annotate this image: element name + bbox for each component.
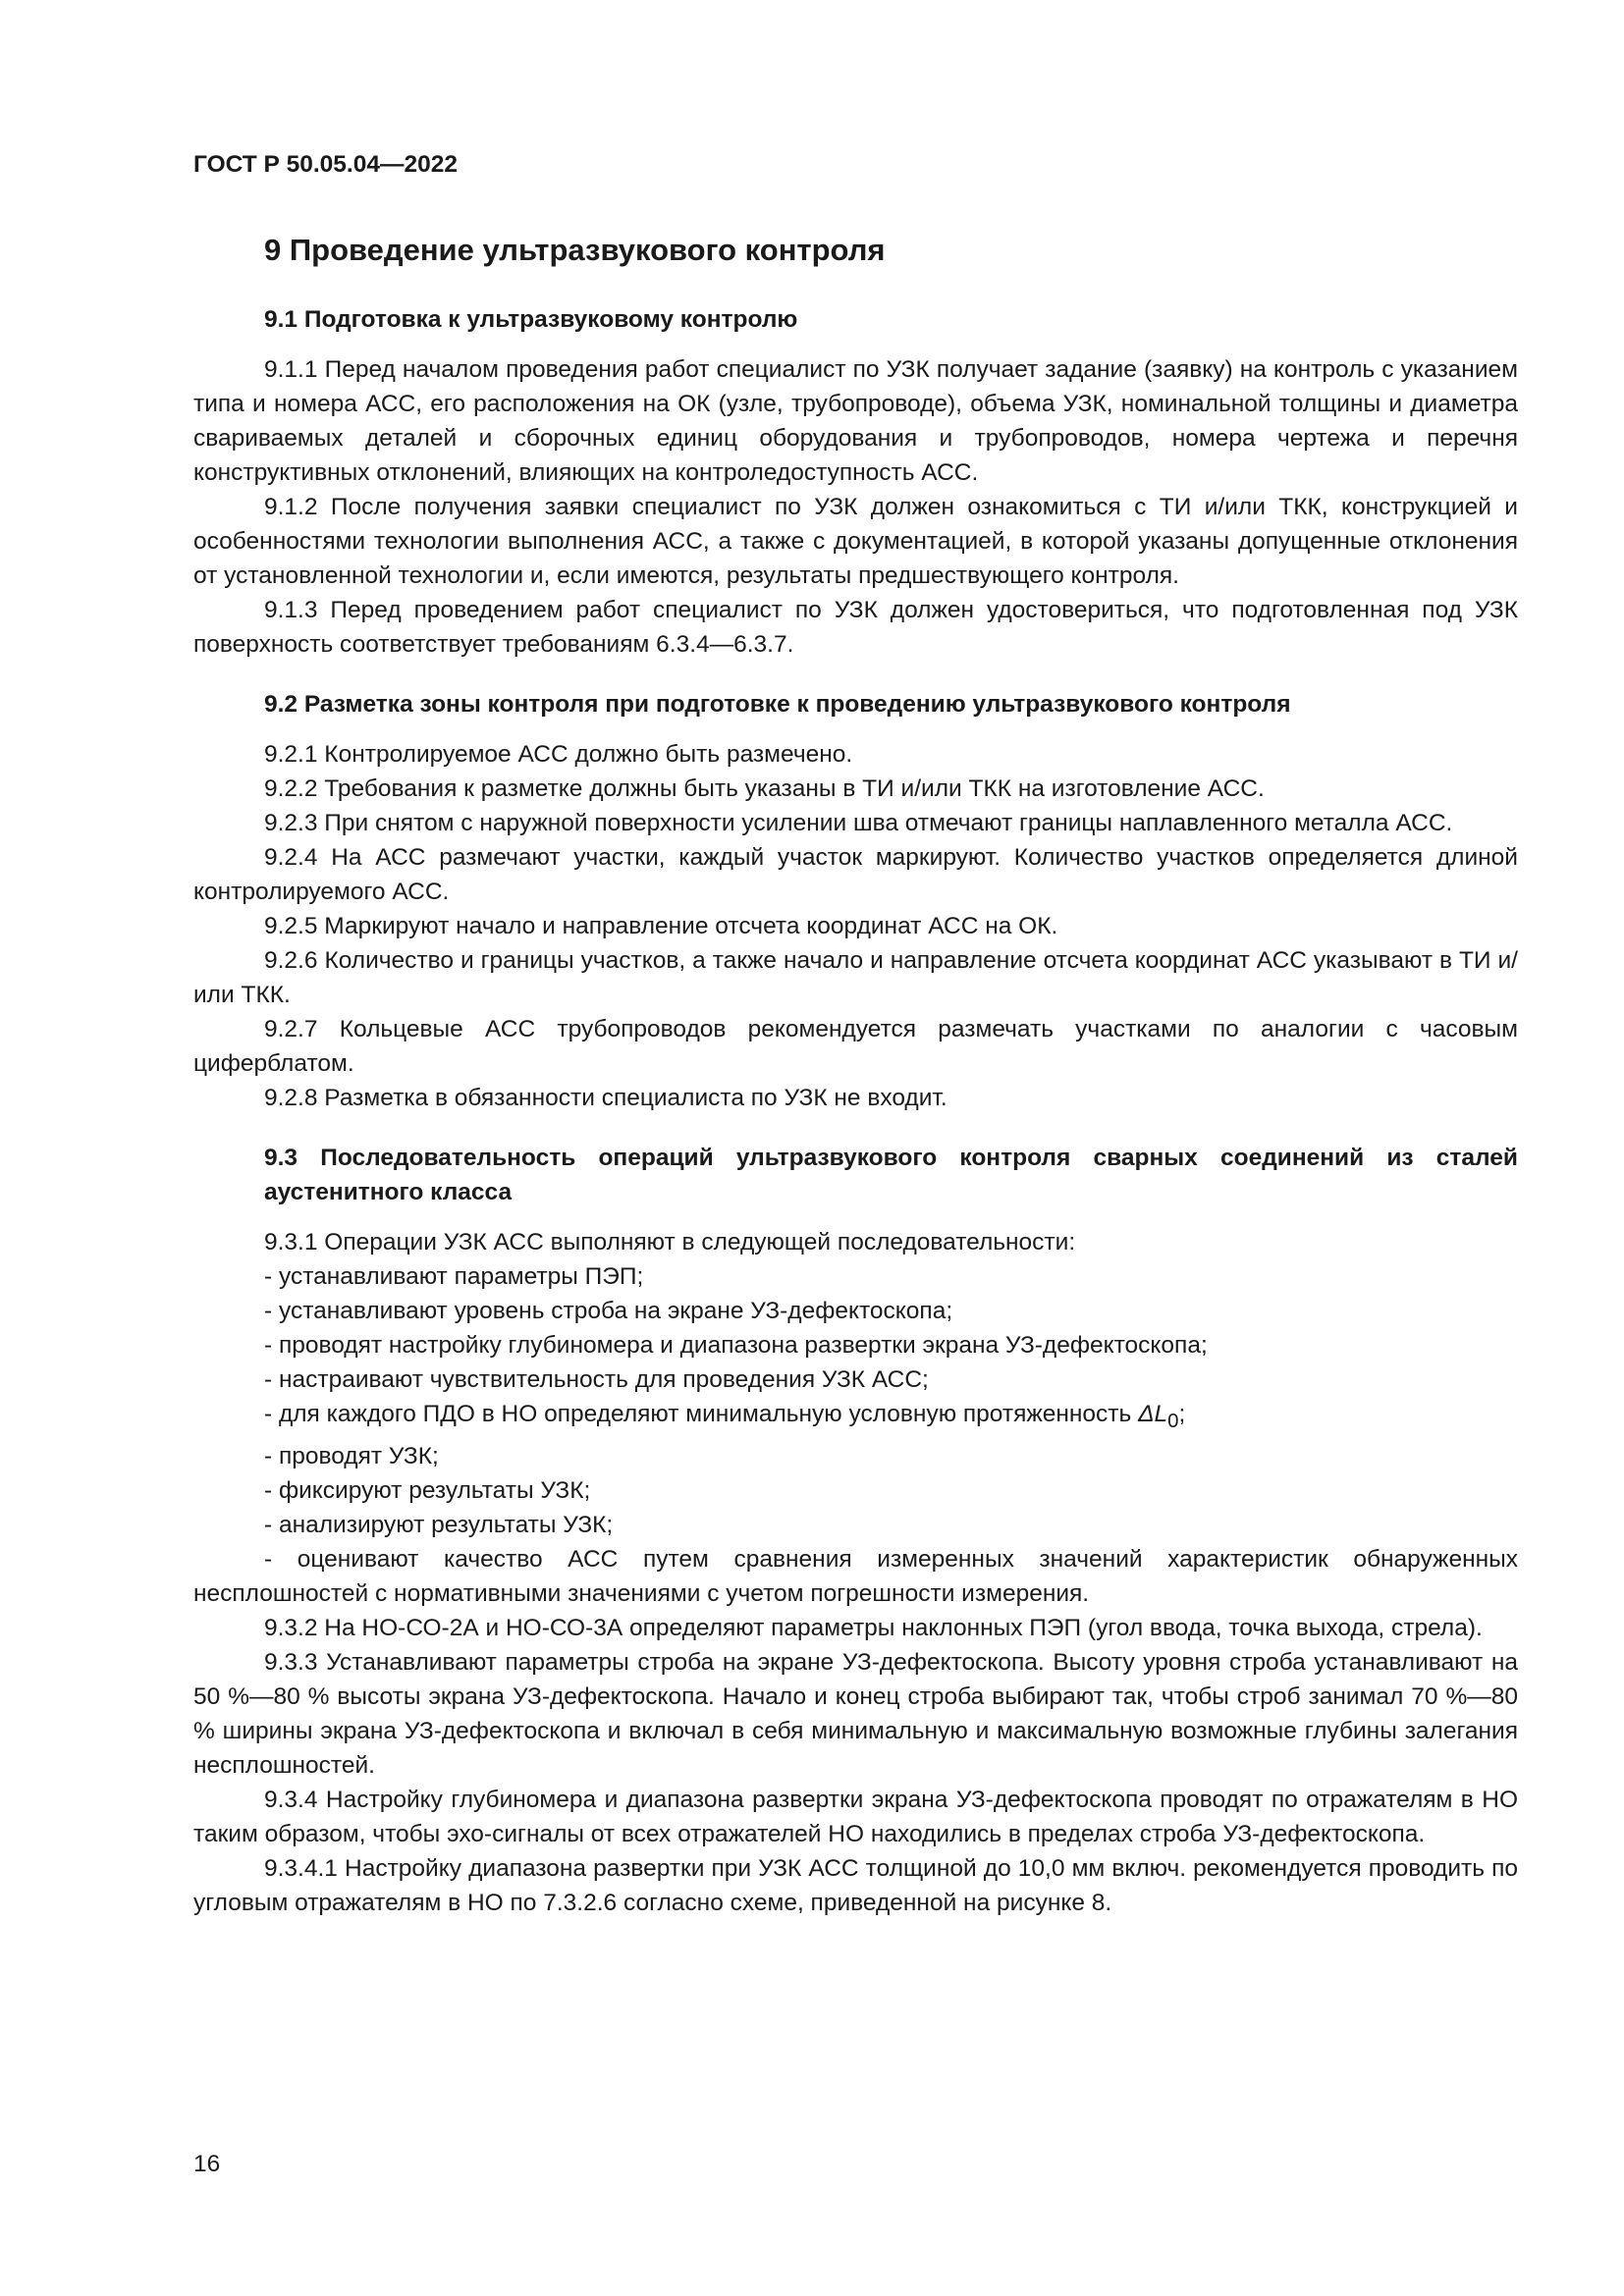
list-item: - устанавливают уровень строба на экране УЗ-дефектоскопа; [264,1298,953,1324]
list-item: - анализируют результаты УЗК; [264,1511,614,1538]
list-item: - проводят УЗК; [264,1442,439,1469]
paragraph-9-3-2: 9.3.2 На НО-СО-2А и НО-СО-3А определяют параметры наклонных ПЭП (угол ввода, точка выхода, стрела). [264,1614,1483,1641]
paragraph-9-2-5: 9.2.5 Маркируют начало и направление отсчета координат АСС на ОК. [264,913,1058,939]
paragraph-9-1-2: 9.1.2 После получения заявки специалист по УЗК должен ознакомиться с ТИ и/или ТКК, конструкцией и особенностями технологии выполнения АСС, а также с документацией, в которой указаны допущенные отклонения от установленной технологии и, если имеются, результаты предшествующего контроля. [193,494,1518,589]
list-item-end: ; [1178,1401,1186,1427]
paragraph-9-2-8: 9.2.8 Разметка в обязанности специалиста по УЗК не входит. [264,1085,947,1111]
list-item: - проводят настройку глубиномера и диапазона развертки экрана УЗ-дефектоскопа; [264,1332,1208,1359]
section-title: 9 Проведение ультразвукового контроля [264,233,886,267]
subsection-9-1-title: 9.1 Подготовка к ультразвуковому контролю [264,306,798,333]
paragraph-9-3-3: 9.3.3 Устанавливают параметры строба на экране УЗ-дефектоскопа. Высоту уровня строба устанавливают на 50 %—80 % высоты экрана УЗ-дефектоскопа. Начало и конец строба выбирают так, чтобы строб занимал 70 %—80 % ширины экрана УЗ-дефектоскопа и включал в себя минимальную и максимальную возможные глубины залегания несплошностей. [193,1648,1518,1779]
paragraph-9-2-7: 9.2.7 Кольцевые АСС трубопроводов рекомендуется размечать участками по аналогии с часовым циферблатом. [193,1016,1518,1077]
paragraph-9-2-6: 9.2.6 Количество и границы участков, а также начало и направление отсчета координат АСС указывают в ТИ и/или ТКК. [193,947,1518,1008]
paragraph-9-2-1: 9.2.1 Контролируемое АСС должно быть размечено. [264,741,853,768]
list-item: - настраивают чувствительность для проведения УЗК АСС; [264,1366,929,1393]
delta-l-symbol: ΔL [1138,1401,1168,1427]
subsection-9-3-title: 9.3 Последовательность операций ультразвукового контроля сварных соединений из сталей аустенитного класса [264,1145,1518,1205]
paragraph-9-2-3: 9.2.3 При снятом с наружной поверхности усилении шва отмечают границы наплавленного металла АСС. [264,810,1453,836]
delta-l-subscript: 0 [1167,1410,1179,1432]
list-item: - оценивают качество АСС путем сравнения измеренных значений характеристик обнаруженных несплошностей с нормативными значениями с учетом погрешности измерения. [193,1545,1518,1607]
paragraph-9-2-4: 9.2.4 На АСС размечают участки, каждый участок маркируют. Количество участков определяется длиной контролируемого АСС. [193,844,1518,905]
paragraph-9-3-1: 9.3.1 Операции УЗК АСС выполняют в следующей последовательности: [264,1229,1076,1255]
paragraph-9-2-2: 9.2.2 Требования к разметке должны быть указаны в ТИ и/или ТКК на изготовление АСС. [264,775,1265,802]
paragraph-9-3-4-1: 9.3.4.1 Настройку диапазона развертки при УЗК АСС толщиной до 10,0 мм включ. рекомендуется проводить по угловым отражателям в НО по 7.3.2.6 согласно схеме, приведенной на рисунке 8. [193,1854,1518,1916]
list-item: - фиксируют результаты УЗК; [264,1476,591,1504]
page-number: 16 [193,2151,221,2177]
paragraph-9-3-4: 9.3.4 Настройку глубиномера и диапазона развертки экрана УЗ-дефектоскопа проводят по отражателям в НО таким образом, чтобы эхо-сигналы от всех отражателей НО находились в пределах строба УЗ-дефектоскопа. [193,1786,1518,1847]
paragraph-9-1-1: 9.1.1 Перед началом проведения работ специалист по УЗК получает задание (заявку) на контроль с указанием типа и номера АСС, его расположения на ОК (узле, трубопроводе), объема УЗК, номинальной толщины и диаметра свариваемых деталей и сборочных единиц оборудования и трубопроводов, номера чертежа и перечня конструктивных отклонений, влияющих на контроледоступность АСС. [193,356,1518,486]
document-page [193,147,1518,1920]
list-item: - устанавливают параметры ПЭП; [264,1263,644,1290]
paragraph-9-1-3: 9.1.3 Перед проведением работ специалист по УЗК должен удостовериться, что подготовленная под УЗК поверхность соответствует требованиям 6.3.4—6.3.7. [193,597,1518,658]
document-code: ГОСТ Р 50.05.04—2022 [193,151,458,178]
subsection-9-2-title: 9.2 Разметка зоны контроля при подготовке к проведению ультразвукового контроля [264,691,1291,718]
list-item-text: - для каждого ПДО в НО определяют минимальную условную протяженность [264,1401,1139,1427]
list-item [193,1397,1518,1439]
